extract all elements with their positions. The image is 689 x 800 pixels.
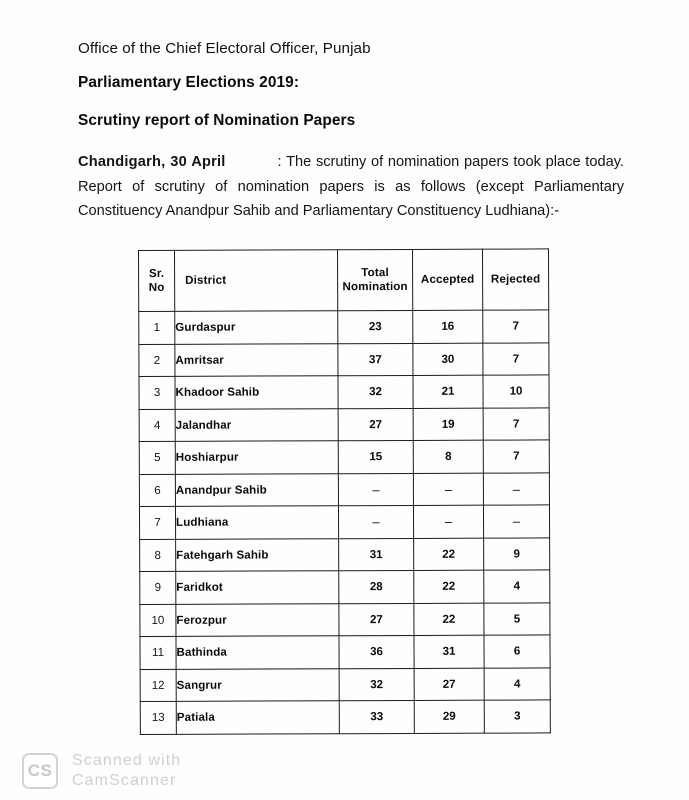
cell-district: Gurdaspur [175, 311, 338, 344]
cell-district: Bathinda [176, 636, 339, 669]
cell-district: Fatehgarh Sahib [176, 538, 339, 571]
watermark-line-2: CamScanner [72, 772, 177, 789]
cell-total-nomination: – [338, 473, 413, 506]
cell-sr-no: 12 [140, 669, 176, 702]
cell-accepted: 22 [414, 603, 484, 636]
cell-district: Ferozpur [176, 603, 339, 636]
cell-total-nomination: 27 [338, 408, 413, 441]
watermark-line-1: Scanned with [72, 752, 182, 769]
cell-sr-no: 6 [139, 474, 175, 507]
camscanner-watermark [22, 751, 181, 791]
cell-rejected: 4 [484, 667, 550, 700]
sr-no-line-1: Sr. [148, 266, 165, 280]
table-row [140, 700, 550, 734]
cell-sr-no: 2 [139, 344, 175, 377]
election-title: Parliamentary Elections 2019: [78, 74, 300, 91]
table-body [139, 310, 551, 734]
sr-no-line-2: No [148, 280, 165, 294]
cell-accepted: 22 [414, 570, 484, 603]
cell-total-nomination: 23 [338, 310, 413, 343]
cell-rejected: 9 [484, 537, 550, 570]
table-row [139, 505, 549, 539]
document-heading-block [78, 40, 623, 149]
column-header-accepted: Accepted [412, 249, 482, 310]
cell-rejected: 10 [483, 375, 549, 408]
total-nomination-line-2: Nomination [342, 279, 408, 294]
cell-rejected: 5 [484, 602, 550, 635]
body-text: : The scrutiny of nomination papers took place today. Report of scrutiny of nomination papers is as follows (except Parliamentary Constituency Anandpur Sahib and Parliamentary Constituency Ludhiana):- [78, 154, 624, 219]
cell-total-nomination: 27 [339, 603, 414, 636]
cell-accepted: – [413, 505, 483, 538]
table-row [140, 570, 550, 604]
table-row [140, 537, 550, 571]
cell-sr-no: 13 [140, 701, 176, 734]
cell-sr-no: 5 [139, 441, 175, 474]
table-row [139, 375, 549, 409]
cell-district: Patiala [176, 701, 339, 734]
cell-rejected: – [483, 505, 549, 538]
cell-accepted: – [413, 473, 483, 506]
dateline: Chandigarh, 30 April [78, 154, 226, 170]
column-header-rejected: Rejected [482, 249, 548, 310]
table-header [139, 249, 549, 312]
office-line: Office of the Chief Electoral Officer, Punjab [78, 40, 371, 57]
cell-total-nomination: – [338, 505, 413, 538]
table-row [139, 342, 549, 376]
cell-total-nomination: 32 [339, 668, 414, 701]
cell-accepted: 29 [414, 700, 484, 733]
cell-district: Jalandhar [175, 408, 338, 441]
cell-district: Hoshiarpur [175, 441, 338, 474]
column-header-sr-no [139, 250, 175, 311]
cell-total-nomination: 28 [339, 570, 414, 603]
cell-rejected: 7 [483, 342, 549, 375]
cell-total-nomination: 37 [338, 343, 413, 376]
cell-rejected: 7 [483, 440, 549, 473]
cell-accepted: 27 [414, 668, 484, 701]
table-row [139, 472, 549, 506]
cell-district: Sangrur [176, 668, 339, 701]
scrutiny-table [138, 248, 551, 734]
table-row [140, 667, 550, 701]
cell-sr-no: 10 [140, 604, 176, 637]
table-row [139, 440, 549, 474]
total-nomination-line-1: Total [361, 266, 389, 280]
camscanner-logo-icon: CS [22, 753, 58, 789]
cell-accepted: 8 [413, 440, 483, 473]
cell-sr-no: 7 [139, 506, 175, 539]
table-row [139, 310, 549, 344]
cell-sr-no: 9 [140, 571, 176, 604]
cell-accepted: 19 [413, 408, 483, 441]
cell-accepted: 21 [413, 375, 483, 408]
cell-rejected: 3 [484, 700, 550, 733]
cell-total-nomination: 31 [339, 538, 414, 571]
cell-rejected: – [483, 472, 549, 505]
cell-sr-no: 8 [140, 539, 176, 572]
table-row [140, 635, 550, 669]
table-header-row [139, 249, 549, 312]
scrutiny-table-container [138, 248, 550, 734]
cell-district: Amritsar [175, 343, 338, 376]
camscanner-text [72, 751, 181, 791]
cell-district: Khadoor Sahib [175, 376, 338, 409]
table-row [139, 407, 549, 441]
report-title: Scrutiny report of Nomination Papers [78, 112, 356, 129]
column-header-total-nomination [338, 249, 413, 310]
cell-total-nomination: 32 [338, 375, 413, 408]
column-header-district: District [175, 250, 338, 312]
body-paragraph [78, 150, 624, 224]
cell-district: Faridkot [176, 571, 339, 604]
cell-sr-no: 1 [139, 311, 175, 344]
table-row [140, 602, 550, 636]
cell-total-nomination: 36 [339, 635, 414, 668]
cell-total-nomination: 33 [339, 700, 414, 733]
cell-accepted: 22 [414, 538, 484, 571]
cell-rejected: 4 [484, 570, 550, 603]
cell-rejected: 7 [483, 310, 549, 343]
cell-accepted: 16 [413, 310, 483, 343]
cell-rejected: 7 [483, 407, 549, 440]
cell-sr-no: 11 [140, 636, 176, 669]
cell-accepted: 31 [414, 635, 484, 668]
cell-district: Anandpur Sahib [175, 473, 338, 506]
cell-total-nomination: 15 [338, 440, 413, 473]
cell-accepted: 30 [413, 343, 483, 376]
cell-district: Ludhiana [175, 506, 338, 539]
cell-sr-no: 3 [139, 376, 175, 409]
cell-sr-no: 4 [139, 409, 175, 442]
cell-rejected: 6 [484, 635, 550, 668]
